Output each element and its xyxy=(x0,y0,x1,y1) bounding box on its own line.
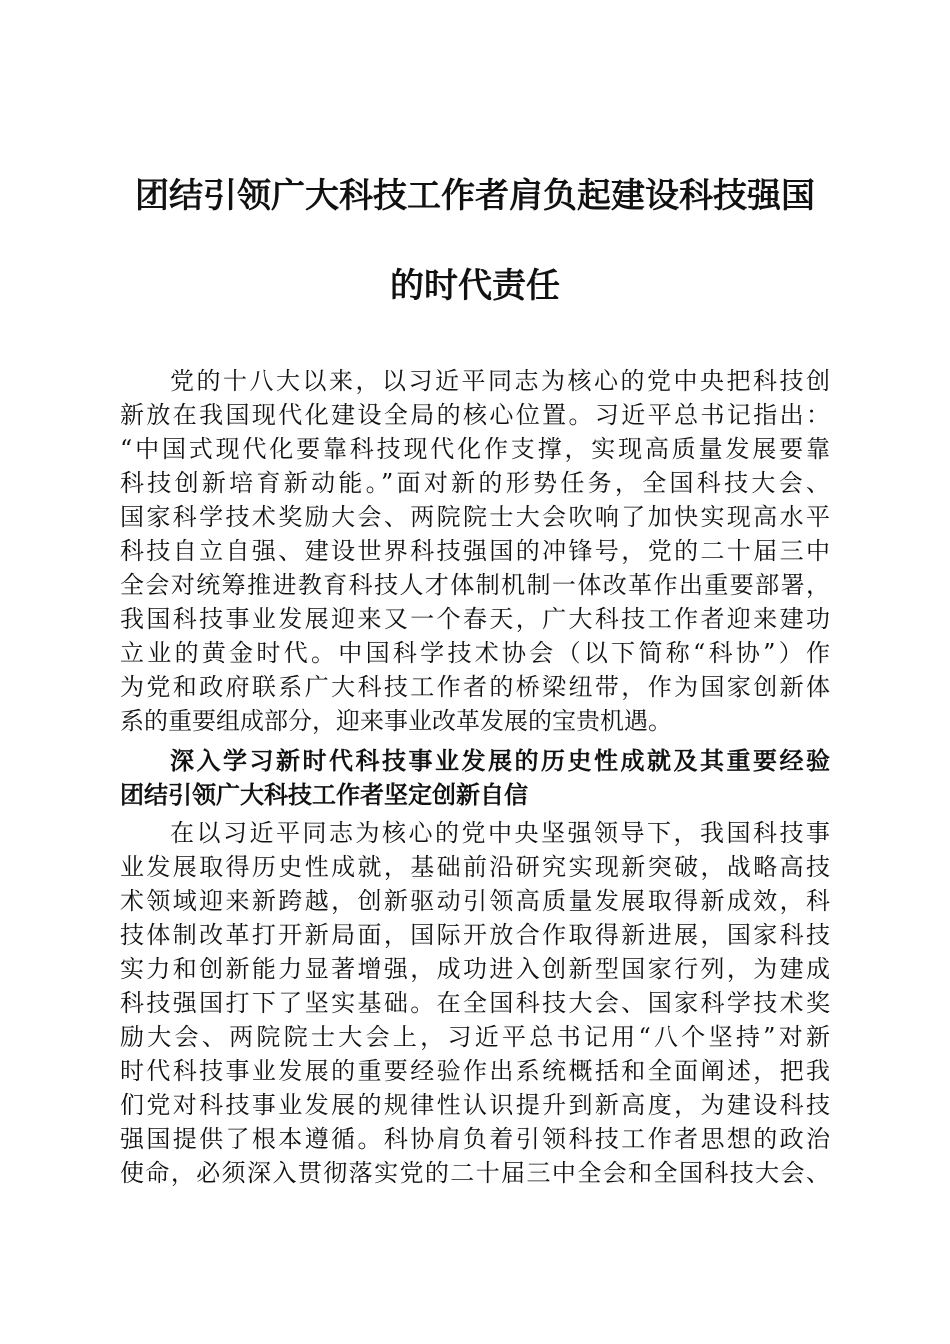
body-line: 时代科技事业发展的重要经验作出系统概括和全面阐述，把我 xyxy=(120,1057,830,1085)
section-heading-line-2: 团结引领广大科技工作者坚定创新自信 xyxy=(120,781,528,809)
body-line: 们党对科技事业发展的规律性认识提升到新高度，为建设科技 xyxy=(120,1091,830,1119)
body-line: 业发展取得历史性成就，基础前沿研究实现新突破，战略高技 xyxy=(120,853,830,881)
body-line: 科技强国打下了坚实基础。在全国科技大会、国家科学技术奖 xyxy=(120,989,830,1017)
body-line: 术领域迎来新跨越，创新驱动引领高质量发展取得新成效，科 xyxy=(120,887,830,915)
body-line: 使命，必须深入贯彻落实党的二十届三中全会和全国科技大会、 xyxy=(120,1159,830,1187)
body-line: 技体制改革打开新局面，国际开放合作取得新进展，国家科技 xyxy=(120,921,830,949)
body-line: 系的重要组成部分，迎来事业改革发展的宝贵机遇。 xyxy=(120,707,672,735)
body-line: 强国提供了根本遵循。科协肩负着引领科技工作者思想的政治 xyxy=(120,1125,830,1153)
document-title-line-1: 团结引领广大科技工作者肩负起建设科技强国 xyxy=(135,176,815,216)
body-line: 科技创新培育新动能。”面对新的形势任务，全国科技大会、 xyxy=(120,469,830,497)
body-line: 新放在我国现代化建设全局的核心位置。习近平总书记指出： xyxy=(120,401,830,429)
body-line: “中国式现代化要靠科技现代化作支撑，实现高质量发展要靠 xyxy=(120,435,830,463)
body-line: 在以习近平同志为核心的党中央坚强领导下，我国科技事 xyxy=(170,819,830,847)
body-line: 我国科技事业发展迎来又一个春天，广大科技工作者迎来建功 xyxy=(120,605,830,633)
document-title-line-2: 的时代责任 xyxy=(390,266,560,306)
body-line: 为党和政府联系广大科技工作者的桥梁纽带，作为国家创新体 xyxy=(120,673,830,701)
body-line: 励大会、两院院士大会上，习近平总书记用“八个坚持”对新 xyxy=(120,1023,830,1051)
section-heading-line-1: 深入学习新时代科技事业发展的历史性成就及其重要经验 xyxy=(170,747,830,775)
body-line: 立业的黄金时代。中国科学技术协会（以下简称“科协”）作 xyxy=(120,639,830,667)
body-line: 国家科学技术奖励大会、两院院士大会吹响了加快实现高水平 xyxy=(120,503,830,531)
body-line: 科技自立自强、建设世界科技强国的冲锋号，党的二十届三中 xyxy=(120,537,830,565)
body-line: 实力和创新能力显著增强，成功进入创新型国家行列，为建成 xyxy=(120,955,830,983)
body-line: 全会对统筹推进教育科技人才体制机制一体改革作出重要部署， xyxy=(120,571,830,599)
body-line: 党的十八大以来，以习近平同志为核心的党中央把科技创 xyxy=(170,367,830,395)
